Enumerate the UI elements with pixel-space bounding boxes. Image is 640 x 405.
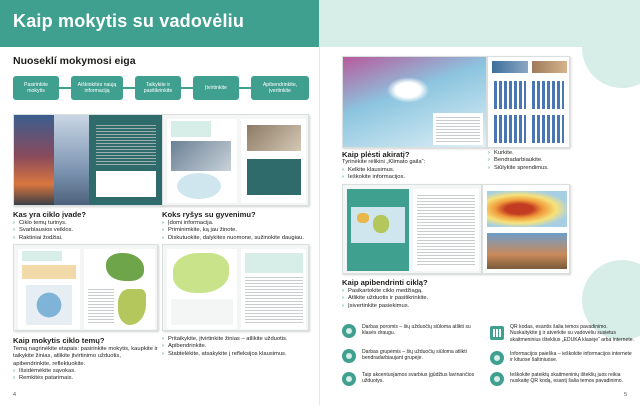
list-item: › Išsidėmėkite sąvokas. bbox=[13, 368, 76, 375]
section-subtitle: Nuoseklí mokymosi eiga bbox=[13, 55, 136, 67]
photo bbox=[171, 141, 231, 171]
accent-icon bbox=[342, 372, 356, 386]
canyon-photo bbox=[487, 233, 567, 269]
country-map bbox=[106, 253, 144, 281]
legend-group-work: Darbas grupėmis – šių užduočių siūloma atlikti bendradarbiaujant grupėje. bbox=[362, 349, 467, 362]
list-item: › Įsivertinkite pasiekimus. bbox=[342, 303, 428, 310]
expand-list-right bbox=[488, 150, 549, 172]
intro-list bbox=[13, 220, 73, 242]
bar-graph bbox=[494, 115, 526, 143]
sky-image bbox=[14, 115, 54, 206]
info-box bbox=[247, 159, 301, 195]
globe-map bbox=[177, 173, 221, 199]
text-lines bbox=[96, 125, 156, 165]
page-number-right: 5 bbox=[623, 392, 627, 398]
bar-graph bbox=[494, 81, 526, 109]
text-lines bbox=[245, 277, 303, 325]
flow-step-3: Taikykite ir pasitikrinkite bbox=[135, 76, 181, 100]
summary-box bbox=[245, 253, 303, 273]
digital-icon bbox=[490, 372, 504, 386]
life-connection-thumbnail bbox=[162, 114, 309, 206]
list-item: › Siūlykite sprendimus. bbox=[488, 165, 549, 172]
summary-list bbox=[342, 288, 428, 310]
heading-box bbox=[22, 251, 62, 261]
ice-image bbox=[54, 115, 89, 206]
heatmap-thumbnail bbox=[482, 184, 570, 274]
legend-pair-work: Darbas poromis – šių užduočių siūloma atlikti su klasės draugu. bbox=[362, 324, 471, 337]
section-title-expand: Kaip plėsti akiratį? bbox=[342, 150, 410, 159]
right-page bbox=[320, 0, 640, 405]
text-lines bbox=[436, 117, 480, 143]
list-item: › Pritaikykite, įtvirtinkite žinias – atlikite užduotis. bbox=[162, 336, 288, 343]
map-continent bbox=[373, 215, 389, 233]
bar-graph bbox=[532, 115, 564, 143]
list-item: › Ieškokite informacijos. bbox=[342, 174, 405, 181]
flow-step-4: Įtvirtinkite bbox=[193, 76, 239, 100]
graph-thumbnail bbox=[487, 56, 570, 148]
info-icon bbox=[490, 351, 504, 365]
life-list bbox=[162, 220, 304, 242]
topics-list bbox=[13, 368, 76, 383]
legend-qr: QR kodas, esantis šalia temos pavadinimo. Nuskaitykite jį ir atverkite su vadovėliu susietus skaitmeninius išteklius „EDUKA klasėje“ arba internete. bbox=[510, 324, 635, 343]
legend-info: Informacijos paieška – ieškokite informacijos internete ir kituose šaltiniuose. bbox=[510, 351, 632, 364]
flow-step-2: Aiškinkitės naują informaciją bbox=[71, 76, 123, 100]
flow-step-1: Pasirinkite mokytis bbox=[13, 76, 59, 100]
list-item: › Pasikartokite ciklo medžiagą. bbox=[342, 288, 428, 295]
heading-box bbox=[171, 121, 211, 137]
group-work-icon bbox=[342, 349, 356, 363]
header-photo bbox=[532, 61, 567, 73]
flow-step-5: Apibendrinkite, įvertinkite bbox=[251, 76, 309, 100]
practice-list bbox=[162, 336, 288, 358]
bar-graph bbox=[532, 81, 564, 109]
page-number-left: 4 bbox=[13, 392, 17, 398]
cycle-intro-thumbnail bbox=[13, 114, 163, 206]
section-title-summary: Kaip apibendrinti ciklą? bbox=[342, 278, 428, 287]
list-item: › Atlikite užduotis ir pasitikrinkite. bbox=[342, 295, 428, 302]
topics-intro: Temą nagrinėkite etapais: pasirinkite mokytis, kaupkite ir taikykite žinias, atlikite įtvirtinimo užduotis, apibendrinkite, reflektuokite. bbox=[13, 346, 158, 367]
list-item: › Remkitės patarimais. bbox=[13, 375, 76, 382]
list-item: › Svarbiausios veiklos. bbox=[13, 227, 73, 234]
glacier-image bbox=[383, 75, 433, 105]
legend-accent: Taip akcentuojamos svarbius įgūdžius lavinančios užduotys. bbox=[362, 372, 475, 385]
list-item: › Priminimkite, ką jau žinote. bbox=[162, 227, 304, 234]
list-item: › Kelkite klausimus. bbox=[342, 167, 405, 174]
header-banner bbox=[0, 0, 320, 47]
header-photo bbox=[492, 61, 528, 73]
list-item: › Bendradarbiaukite. bbox=[488, 157, 549, 164]
list-item: › Kurkite. bbox=[488, 150, 549, 157]
terrain-map bbox=[173, 253, 229, 293]
learning-flow bbox=[13, 76, 309, 100]
text-lines bbox=[417, 195, 475, 265]
practice-thumbnail bbox=[162, 244, 309, 331]
summary-thumbnail bbox=[342, 184, 482, 274]
map-continent bbox=[357, 213, 369, 223]
street-photo bbox=[247, 125, 301, 151]
question-box bbox=[22, 265, 76, 279]
list-item: › Raktiniai žodžiai. bbox=[13, 235, 73, 242]
legend-digital: Ieškokite pateiktų skaitmeninių išteklių juos reikia nuskaitę QR kodą, esantį šalia temos pavadinimo. bbox=[510, 372, 623, 385]
list-item: › Apibendrinkite. bbox=[162, 343, 288, 350]
list-item: › Įdomi informacija. bbox=[162, 220, 304, 227]
task-box bbox=[171, 299, 233, 325]
section-title-life: Koks ryšys su gyvenimu? bbox=[162, 210, 256, 219]
keywords-box bbox=[96, 171, 156, 197]
climate-thumbnail bbox=[342, 56, 487, 148]
expand-intro: Tyrinėkite rėlikini „Klimato gaila“: bbox=[342, 159, 426, 165]
section-title-topics: Kaip mokytis ciklo temų? bbox=[13, 336, 105, 345]
expand-list-left bbox=[342, 167, 405, 182]
list-item: › Ciklo temų turinys. bbox=[13, 220, 73, 227]
list-item: › Diskutuokite, dalykitės nuomone, sužinokite daugiau. bbox=[162, 235, 304, 242]
page-title: Kaip mokytis su vadovėliu bbox=[13, 11, 245, 31]
temperature-map bbox=[487, 191, 567, 227]
section-title-intro: Kas yra ciklo įvade? bbox=[13, 210, 87, 219]
list-item: › Stabtelėkite, atsakykite į refleksijos klausimus. bbox=[162, 351, 288, 358]
pair-work-icon bbox=[342, 324, 356, 338]
text-lines bbox=[88, 289, 114, 323]
diagram bbox=[26, 285, 72, 325]
topic-thumbnail bbox=[13, 244, 158, 331]
qr-code-icon bbox=[490, 326, 504, 340]
